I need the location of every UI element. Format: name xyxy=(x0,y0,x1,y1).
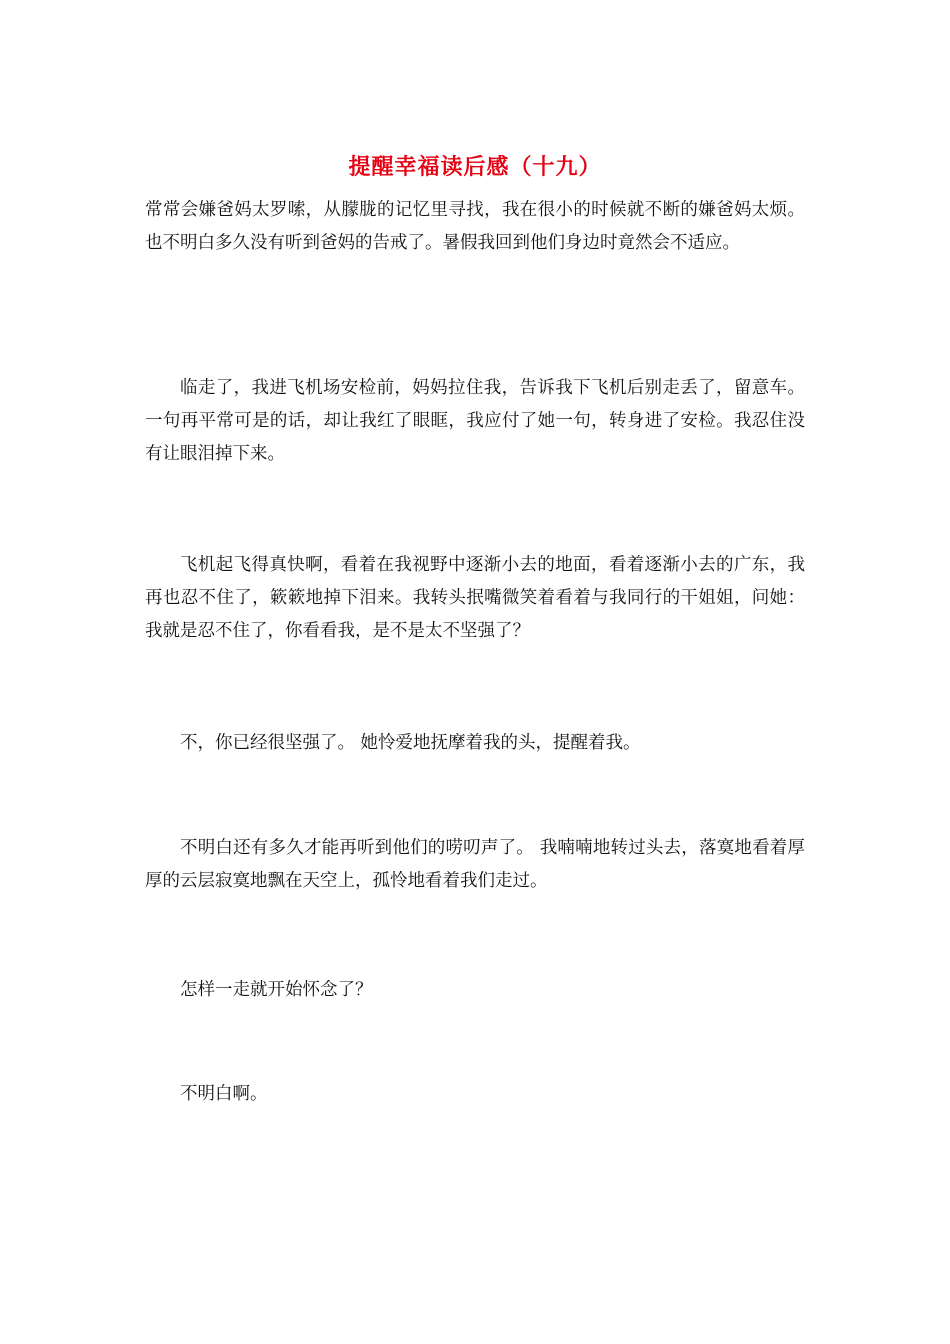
paragraph-1: 常常会嫌爸妈太罗嗦，从朦胧的记忆里寻找，我在很小的时候就不断的嫌爸妈太烦。也不明白多久没有听到爸妈的告戒了。暑假我回到他们身边时竟然会不适应。 xyxy=(145,200,805,253)
paragraph-4: 不，你已经很坚强了。 她怜爱地抚摩着我的头，提醒着我。 xyxy=(180,733,641,753)
paragraph-5: 不明白还有多久才能再听到他们的唠叨声了。 我喃喃地转过头去，落寞地看着厚厚的云层寂寞地飘在天空上，孤怜地看着我们走过。 xyxy=(145,838,805,891)
paragraph-7: 不明白啊。 xyxy=(180,1084,268,1104)
paragraph-2: 临走了，我进飞机场安检前，妈妈拉住我，告诉我下飞机后别走丢了，留意车。一句再平常可是的话，却让我红了眼眶，我应付了她一句，转身进了安检。我忍住没有让眼泪掉下来。 xyxy=(145,378,805,464)
document-title: 提醒幸福读后感（十九） xyxy=(348,154,602,180)
paragraph-3: 飞机起飞得真快啊，看着在我视野中逐渐小去的地面，看着逐渐小去的广东，我再也忍不住了，簌簌地掉下泪来。我转头抿嘴微笑着看着与我同行的干姐姐，问她： 我就是忍不住了，你看看我，是不是太不坚强了？ xyxy=(145,555,805,641)
paragraph-6: 怎样一走就开始怀念了？ xyxy=(180,980,373,1000)
